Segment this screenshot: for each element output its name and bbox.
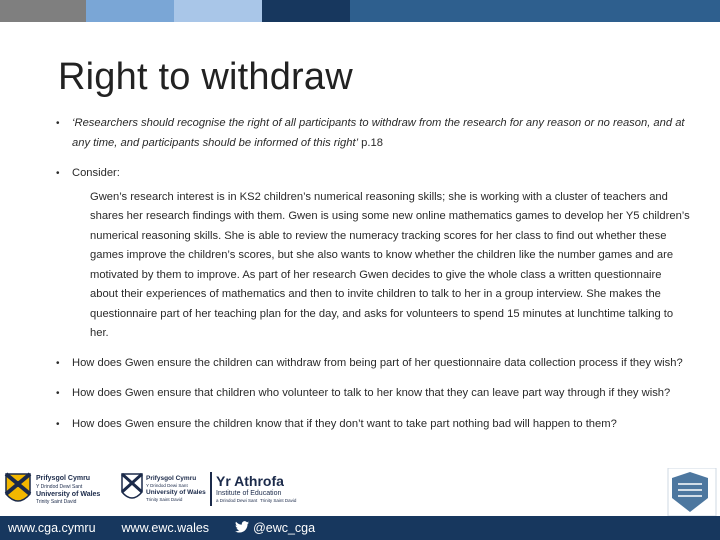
- bullet-marker: •: [56, 357, 60, 369]
- logo-strip: [0, 468, 720, 516]
- bar-segment: [0, 0, 86, 22]
- athrofa-subtitle: a Drindod Dewi Sant: [216, 498, 258, 503]
- top-color-bar: [0, 0, 720, 22]
- uwtsd-name-line: Y Drindod Dewi Sant: [146, 483, 188, 488]
- bar-segment: [350, 0, 535, 22]
- uwtsd-name-line: University of Wales: [36, 491, 101, 498]
- uwtsd-name-line: Trinity Saint David: [146, 497, 183, 502]
- cga-ewc-logo-icon: [668, 468, 716, 516]
- quote-bullet: [56, 114, 690, 153]
- bar-segment: [86, 0, 174, 22]
- quote-text: ‘Researchers should recognise the right of all participants to withdraw from the research for any reason or no reason, and at any time, and participants should be informed of this right’: [72, 117, 685, 149]
- question-text: How does Gwen ensure that children who volunteer to talk to her know that they can leave part way through if they wish?: [72, 387, 671, 399]
- athrofa-title: Yr Athrofa: [216, 473, 284, 489]
- question-text: How does Gwen ensure the children can withdraw from being part of her questionnaire data collection process if they wish?: [72, 356, 683, 369]
- consider-bullet: [56, 164, 690, 184]
- question-bullet: [56, 384, 690, 404]
- logos-svg: [0, 468, 720, 516]
- bullet-marker: •: [56, 118, 60, 129]
- slide-title: Right to withdraw: [58, 56, 353, 98]
- uwtsd-name-line: Prifysgol Cymru: [146, 475, 197, 482]
- footer-bar: [0, 516, 720, 540]
- question-bullet: [56, 354, 690, 374]
- uwtsd-name-line: Prifysgol Cymru: [36, 475, 91, 482]
- bar-segment: [174, 0, 262, 22]
- question-bullet: [56, 415, 690, 435]
- bullet-marker: •: [56, 168, 60, 179]
- footer-twitter[interactable]: [235, 521, 341, 535]
- bullet-marker: •: [56, 418, 60, 430]
- question-text: How does Gwen ensure the children know that if they don’t want to take part nothing bad will happen to them?: [72, 417, 617, 430]
- uwtsd-crest-icon: [122, 474, 142, 498]
- footer-link-cga[interactable]: www.cga.cymru: [8, 521, 96, 535]
- consider-label: Consider:: [72, 167, 120, 179]
- quote-reference: p.18: [358, 136, 383, 149]
- uwtsd-name-line: University of Wales: [146, 489, 206, 496]
- twitter-icon: [235, 521, 249, 533]
- uwtsd-crest-icon: [6, 474, 30, 501]
- bullet-marker: •: [56, 388, 60, 399]
- athrofa-subtitle: Trinity Saint David: [260, 498, 297, 503]
- footer-link-ewc[interactable]: www.ewc.wales: [121, 521, 210, 535]
- athrofa-divider: [210, 472, 212, 506]
- bar-segment: [535, 0, 720, 22]
- slide-content: [56, 114, 690, 434]
- uwtsd-name-line: Trinity Saint David: [36, 499, 77, 505]
- athrofa-subtitle: Institute of Education: [216, 490, 282, 497]
- scenario-paragraph: Gwen’s research interest is in KS2 children’s numerical reasoning skills; she is working with a cluster of teachers and shares her research findings with them. Gwen is using some new online mathematics games to develop her Y5 children’s numerical reasoning skills. She is able to review the numeracy tracking scores for her class to find out whether these games improve the children’s scores, but she also wants to know whether the children like the number games and are motivated by them to improve. As part of her research Gwen decides to give the whole class a written questionnaire about their experiences of mathematics and then to invite children to talk to her in a group interview. She makes the questionnaire part of her teaching plan for the day, and asks for volunteers to spend 15 minutes at lunchtime talking to her.: [90, 190, 690, 339]
- bar-segment: [262, 0, 350, 22]
- twitter-handle: @ewc_cga: [253, 521, 316, 535]
- uwtsd-name-line: Y Drindod Dewi Sant: [36, 484, 83, 490]
